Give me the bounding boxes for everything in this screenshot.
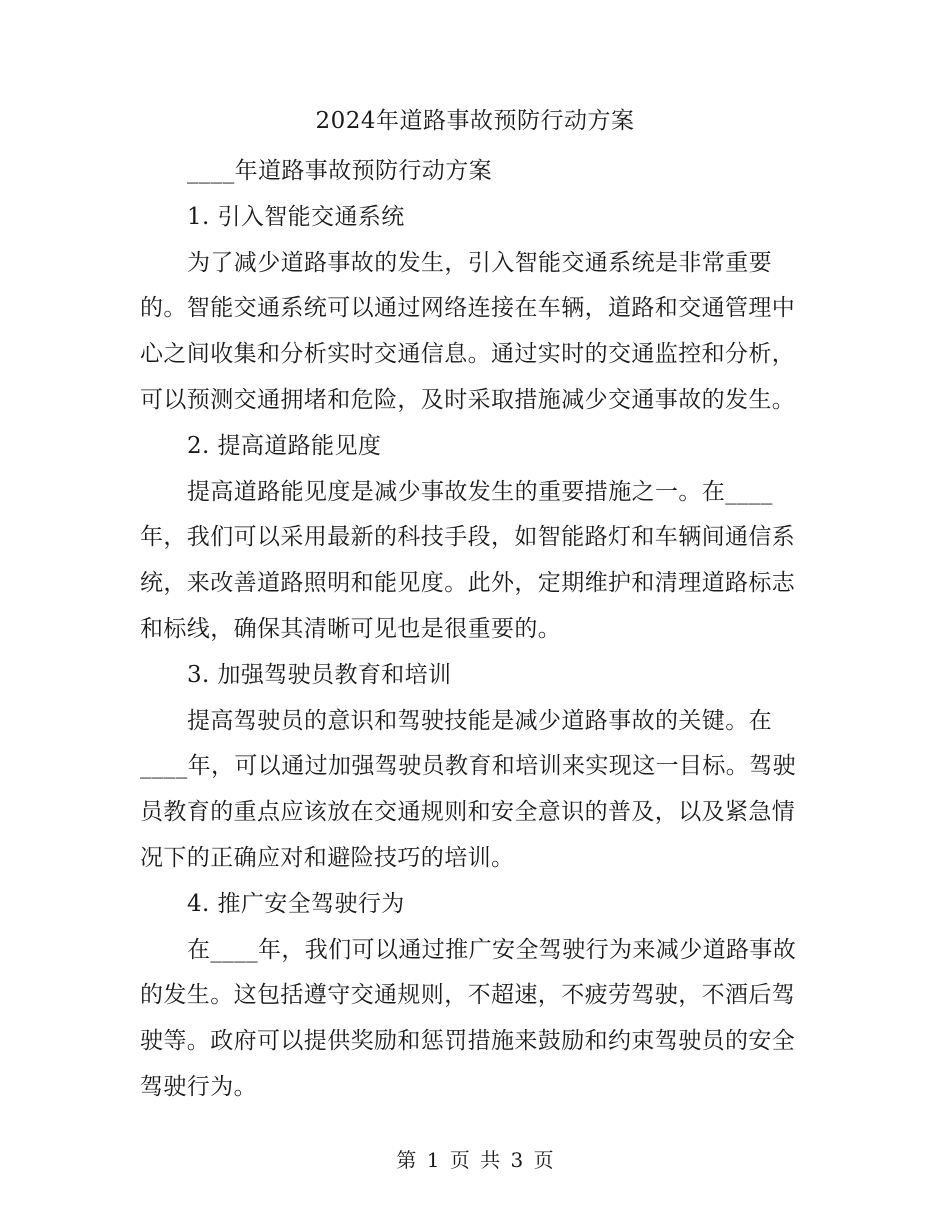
document-title: 2024年道路事故预防行动方案 <box>315 108 635 134</box>
paragraph-line: 的发生。这包括遵守交通规则，不超速，不疲劳驾驶，不酒后驾 <box>140 982 796 1009</box>
paragraph-line: 况下的正确应对和避险技巧的培训。 <box>140 844 515 871</box>
paragraph-line: 和标线，确保其清晰可见也是很重要的。 <box>140 615 562 642</box>
paragraph-line: 可以预测交通拥堵和危险，及时采取措施减少交通事故的发生。 <box>140 386 796 413</box>
section-heading: 4. 推广安全驾驶行为 <box>187 890 405 917</box>
paragraph-line: 统，来改善道路照明和能见度。此外，定期维护和清理道路标志 <box>140 570 796 597</box>
section-heading: 3. 加强驾驶员教育和培训 <box>187 661 452 688</box>
paragraph-line: 提高道路能见度是减少事故发生的重要措施之一。在____ <box>187 478 773 505</box>
paragraph-line: 提高驾驶员的意识和驾驶技能是减少道路事故的关键。在 <box>187 707 772 734</box>
paragraph-line: 驾驶行为。 <box>140 1073 257 1100</box>
paragraph-line: 为了减少道路事故的发生，引入智能交通系统是非常重要 <box>187 249 772 276</box>
paragraph-line: 心之间收集和分析实时交通信息。通过实时的交通监控和分析， <box>140 341 796 368</box>
paragraph-line: 员教育的重点应该放在交通规则和安全意识的普及，以及紧急情 <box>140 799 796 826</box>
section-heading: 2. 提高道路能见度 <box>187 432 382 459</box>
paragraph-line: ____年，可以通过加强驾驶员教育和培训来实现这一目标。驾驶 <box>140 753 796 780</box>
paragraph-line: 在____年，我们可以通过推广安全驾驶行为来减少道路事故 <box>187 936 797 963</box>
document-body <box>140 151 798 1113</box>
paragraph-line: 年，我们可以采用最新的科技手段，如智能路灯和车辆间通信系 <box>140 524 796 551</box>
page-footer: 第 1 页 共 3 页 <box>396 1148 554 1172</box>
section-heading: 1. 引入智能交通系统 <box>187 203 405 230</box>
paragraph-line: 驶等。政府可以提供奖励和惩罚措施来鼓励和约束驾驶员的安全 <box>140 1028 796 1055</box>
paragraph-line: 的。智能交通系统可以通过网络连接在车辆，道路和交通管理中 <box>140 295 796 322</box>
paragraph-line: ____年道路事故预防行动方案 <box>187 158 492 184</box>
